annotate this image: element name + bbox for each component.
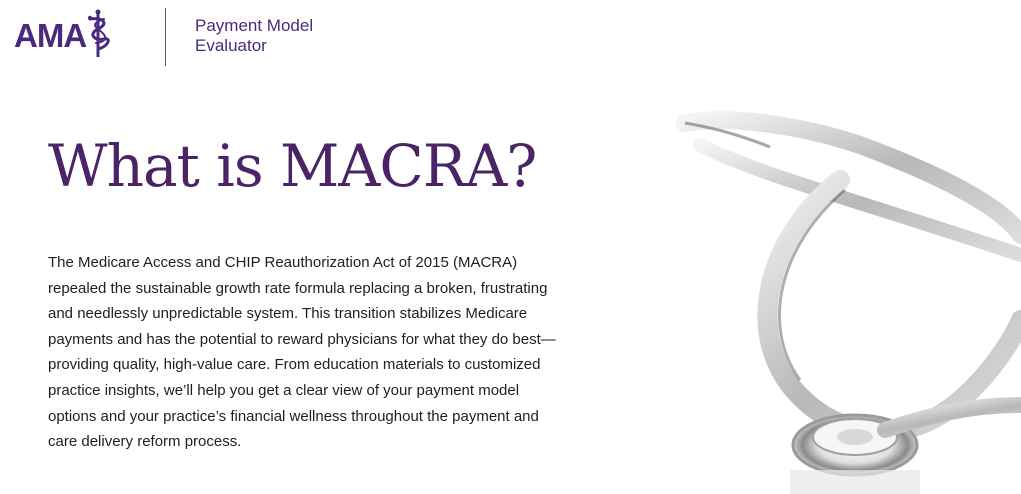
intro-paragraph: The Medicare Access and CHIP Reauthorization Act of 2015 (MACRA) repealed the sustainable growth rate formula replacing a broken, frustrating and needlessly unpredictable system. This transition stabilizes Medicare payments and has the potential to reward physicians for what they do best— providing quality, high-value care. From education materials to customized practice insights, we’ll help you get a clear view of your payment model options and your practice’s financial wellness throughout the payment and care delivery reform process. [48, 254, 556, 451]
page-title: What is MACRA? [48, 132, 537, 200]
caduceus-icon [86, 9, 116, 59]
product-title-line2: Evaluator [195, 36, 267, 55]
header [0, 0, 1021, 74]
logo-text: AMA [14, 17, 87, 54]
ama-logo[interactable] [14, 12, 116, 60]
product-title-line1: Payment Model [195, 16, 314, 35]
product-title [195, 16, 395, 56]
header-divider [165, 8, 166, 66]
stethoscope-icon [640, 85, 1021, 494]
